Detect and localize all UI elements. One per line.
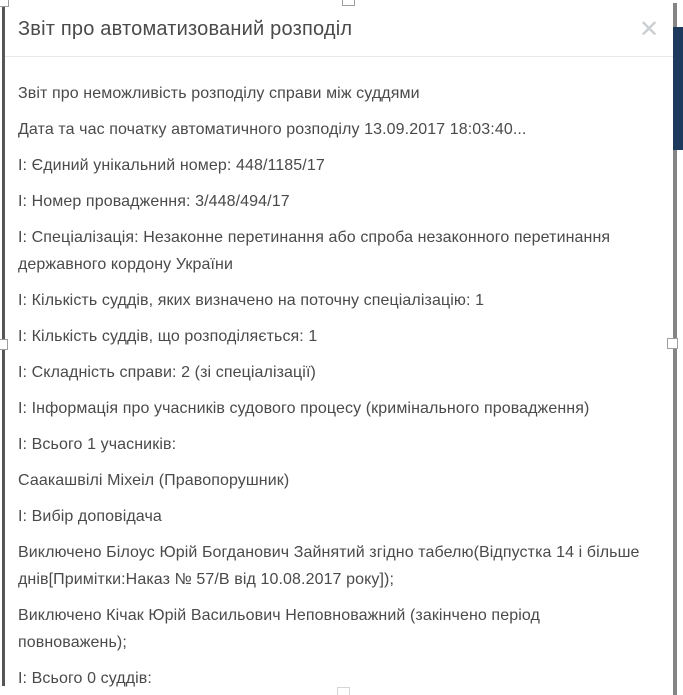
modal-title: Звіт про автоматизований розподіл (18, 18, 353, 40)
report-line: Виключено Білоус Юрій Богданович Зайнятий згідно табелю(Відпустка 14 і більше днів[Примітки:Наказ № 57/В від 10.08.2017 року]); (18, 544, 640, 588)
report-line: І: Інформація про учасників судового процесу (кримінального провадження) (18, 400, 590, 417)
report-line: І: Номер провадження: 3/448/494/17 (18, 193, 290, 210)
scrollbar-thumb[interactable] (673, 27, 683, 150)
report-line: І: Вибір доповідача (18, 508, 162, 525)
report-line: І: Кількість суддів, яких визначено на поточну спеціалізацію: 1 (18, 292, 485, 309)
report-line: Саакашвілі Міхеіл (Правопорушник) (18, 472, 290, 489)
report-modal (5, 0, 673, 695)
close-icon: ✕ (638, 16, 660, 43)
modal-header (5, 0, 673, 57)
close-button[interactable] (635, 16, 663, 44)
report-line: І: Спеціалізація: Незаконне перетинання або спроба незаконного перетинання державного кордону України (18, 229, 611, 273)
selection-handle-middle-right[interactable] (667, 338, 678, 349)
report-line: І: Всього 0 суддів: (18, 670, 152, 687)
report-line: Виключено Кічак Юрій Васильович Неповноважний (закінчено період повноважень); (18, 607, 540, 651)
report-line: Звіт про неможливість розподілу справи між суддями (18, 85, 420, 102)
report-line: І: Єдиний унікальний номер: 448/1185/17 (18, 157, 325, 174)
report-line: Дата та час початку автоматичного розподілу 13.09.2017 18:03:40... (18, 121, 527, 138)
modal-body (5, 57, 673, 692)
selection-handle-bottom-center[interactable] (337, 687, 350, 695)
report-line: І: Складність справи: 2 (зі спеціалізації) (18, 364, 316, 381)
selection-handle-middle-left[interactable] (0, 339, 8, 350)
selection-handle-top-center[interactable] (342, 0, 355, 6)
report-line: І: Всього 1 учасників: (18, 436, 177, 453)
report-line: І: Кількість суддів, що розподіляється: 1 (18, 328, 318, 345)
selection-handle-top-left[interactable] (0, 0, 9, 7)
